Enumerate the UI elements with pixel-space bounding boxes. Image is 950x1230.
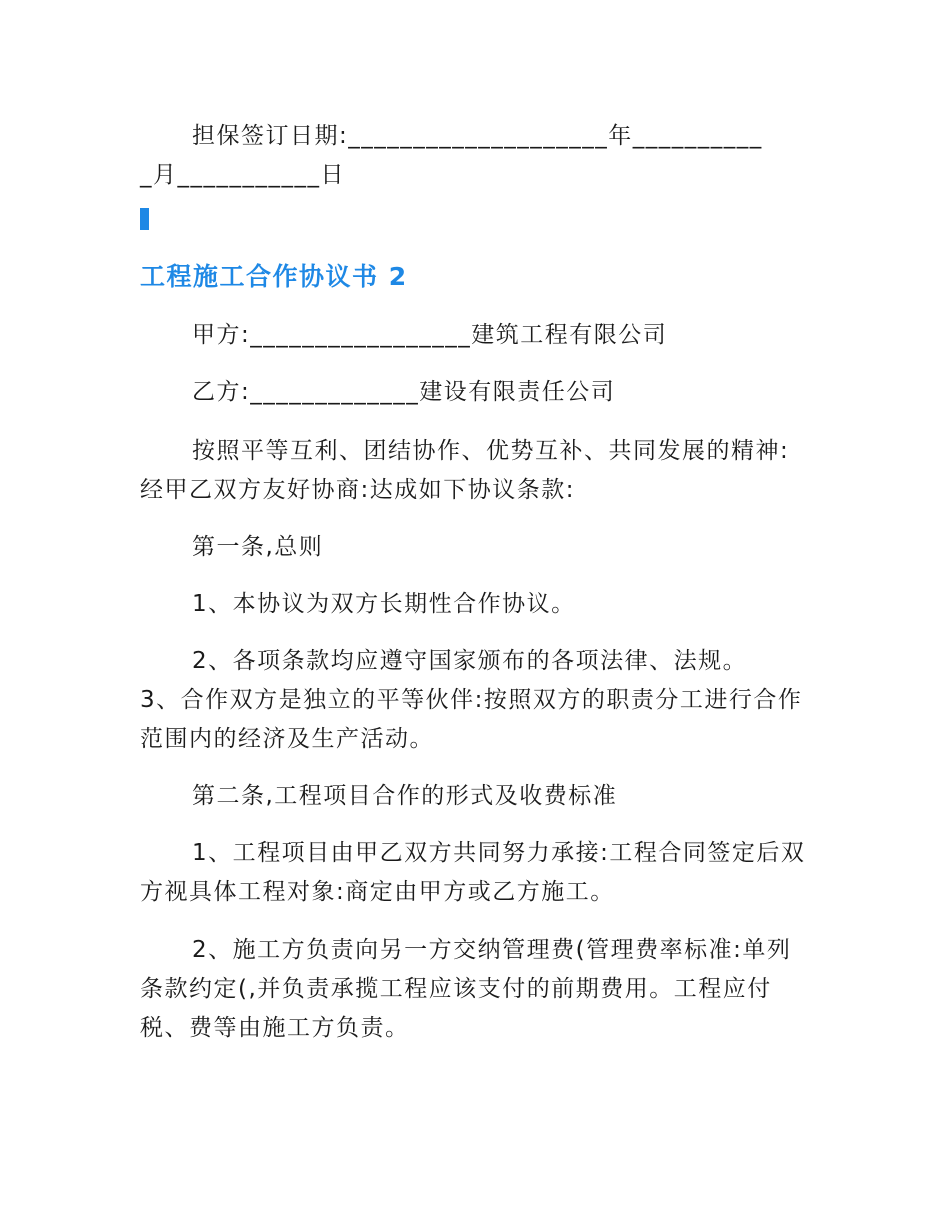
article2-title-block bbox=[140, 777, 810, 816]
article1-item1: 1、本协议为双方长期性合作协议。 bbox=[192, 591, 576, 617]
section-marker bbox=[140, 208, 149, 230]
article2-title: 第二条,工程项目合作的形式及收费标准 bbox=[192, 783, 618, 809]
article1-items-block bbox=[140, 642, 810, 759]
section-heading: 工程施工合作协议书 2 bbox=[140, 262, 408, 291]
party-b-block bbox=[140, 373, 810, 412]
article1-item3: 3、合作双方是独立的平等伙伴:按照双方的职责分工进行合作范围内的经济及生产活动。 bbox=[140, 687, 803, 752]
article1-title-block bbox=[140, 528, 810, 567]
guarantee-date-line2: _月___________日 bbox=[140, 162, 345, 188]
article2-item1: 1、工程项目由甲乙双方共同努力承接:工程合同签定后双方视具体工程对象:商定由甲方或乙方施工。 bbox=[140, 840, 806, 905]
party-a: 甲方:_________________建筑工程有限公司 bbox=[192, 322, 668, 348]
guarantee-date-block bbox=[140, 117, 810, 195]
article1-title: 第一条,总则 bbox=[192, 534, 324, 560]
party-a-block bbox=[140, 316, 810, 355]
article2-item2-block bbox=[140, 931, 810, 1048]
article2-item2: 2、施工方负责向另一方交纳管理费(管理费率标准:单列条款约定(,并负责承揽工程应该支付的前期费用。工程应付税、费等由施工方负责。 bbox=[140, 937, 792, 1041]
intro-block bbox=[140, 432, 810, 510]
article1-item1-block bbox=[140, 585, 810, 624]
article1-item2: 2、各项条款均应遵守国家颁布的各项法律、法规。 bbox=[192, 648, 748, 674]
party-b: 乙方:_____________建设有限责任公司 bbox=[192, 379, 616, 405]
article2-item1-block bbox=[140, 834, 810, 912]
intro-paragraph: 按照平等互利、团结协作、优势互补、共同发展的精神:经甲乙双方友好协商:达成如下协议条款: bbox=[140, 438, 790, 503]
guarantee-date-line1: 担保签订日期:____________________年__________ bbox=[192, 123, 763, 149]
